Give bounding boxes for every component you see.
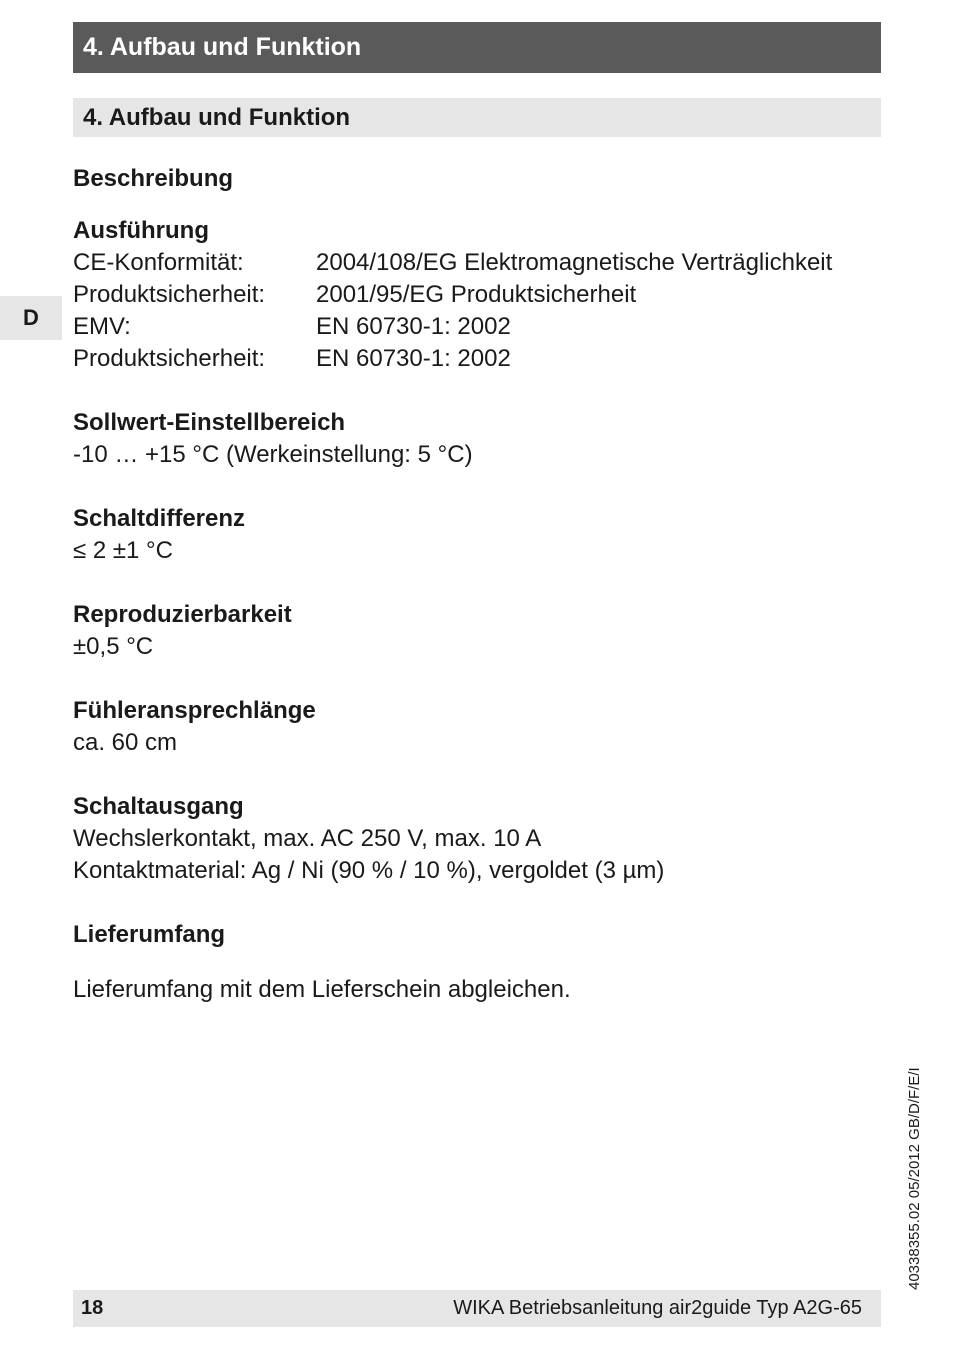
- page-footer: [73, 1290, 881, 1327]
- spec-row: [73, 279, 873, 311]
- text-fuehleransprechlaenge: ca. 60 cm: [73, 729, 178, 756]
- language-tab: D: [0, 296, 62, 340]
- section-title: 4. Aufbau und Funktion: [73, 98, 881, 137]
- spec-key: CE-Konformität:: [73, 249, 244, 276]
- spec-row: [73, 311, 873, 343]
- spec-row: [73, 247, 873, 279]
- heading-sollwert: Sollwert-Einstellbereich: [73, 409, 346, 436]
- text-schaltdifferenz: ≤ 2 ±1 °C: [73, 537, 173, 564]
- spec-row: [73, 343, 873, 375]
- spec-key: Produktsicherheit:: [73, 281, 266, 308]
- spec-value: 2001/95/EG Produktsicherheit: [316, 281, 637, 308]
- text-sollwert: -10 … +15 °C (Werkeinstellung: 5 °C): [73, 441, 473, 468]
- page-content: [73, 163, 873, 1006]
- spec-value: 2004/108/EG Elektromagnetische Verträglichkeit: [316, 249, 833, 276]
- heading-schaltdifferenz: Schaltdifferenz: [73, 505, 246, 532]
- text-schaltausgang-line2: Kontaktmaterial: Ag / Ni (90 % / 10 %), vergoldet (3 µm): [73, 857, 665, 884]
- document-reference: 40338355.02 05/2012 GB/D/F/E/I: [906, 1067, 923, 1290]
- heading-ausfuehrung: Ausführung: [73, 217, 209, 244]
- heading-schaltausgang: Schaltausgang: [73, 793, 244, 820]
- chapter-header: 4. Aufbau und Funktion: [73, 22, 881, 73]
- heading-reproduzierbarkeit: Reproduzierbarkeit: [73, 601, 292, 628]
- page-number: 18: [81, 1297, 104, 1319]
- text-schaltausgang-line1: Wechslerkontakt, max. AC 250 V, max. 10 A: [73, 825, 542, 852]
- text-lieferumfang: Lieferumfang mit dem Lieferschein abgleichen.: [73, 976, 571, 1003]
- footer-doc-title: WIKA Betriebsanleitung air2guide Typ A2G-65: [453, 1297, 862, 1319]
- heading-fuehleransprechlaenge: Fühleransprechlänge: [73, 697, 316, 724]
- spec-value: EN 60730-1: 2002: [316, 345, 511, 372]
- text-reproduzierbarkeit: ±0,5 °C: [73, 633, 154, 660]
- spec-value: EN 60730-1: 2002: [316, 313, 511, 340]
- spec-key: Produktsicherheit:: [73, 345, 266, 372]
- spec-key: EMV:: [73, 313, 131, 340]
- heading-lieferumfang: Lieferumfang: [73, 921, 226, 948]
- heading-beschreibung: Beschreibung: [73, 165, 234, 192]
